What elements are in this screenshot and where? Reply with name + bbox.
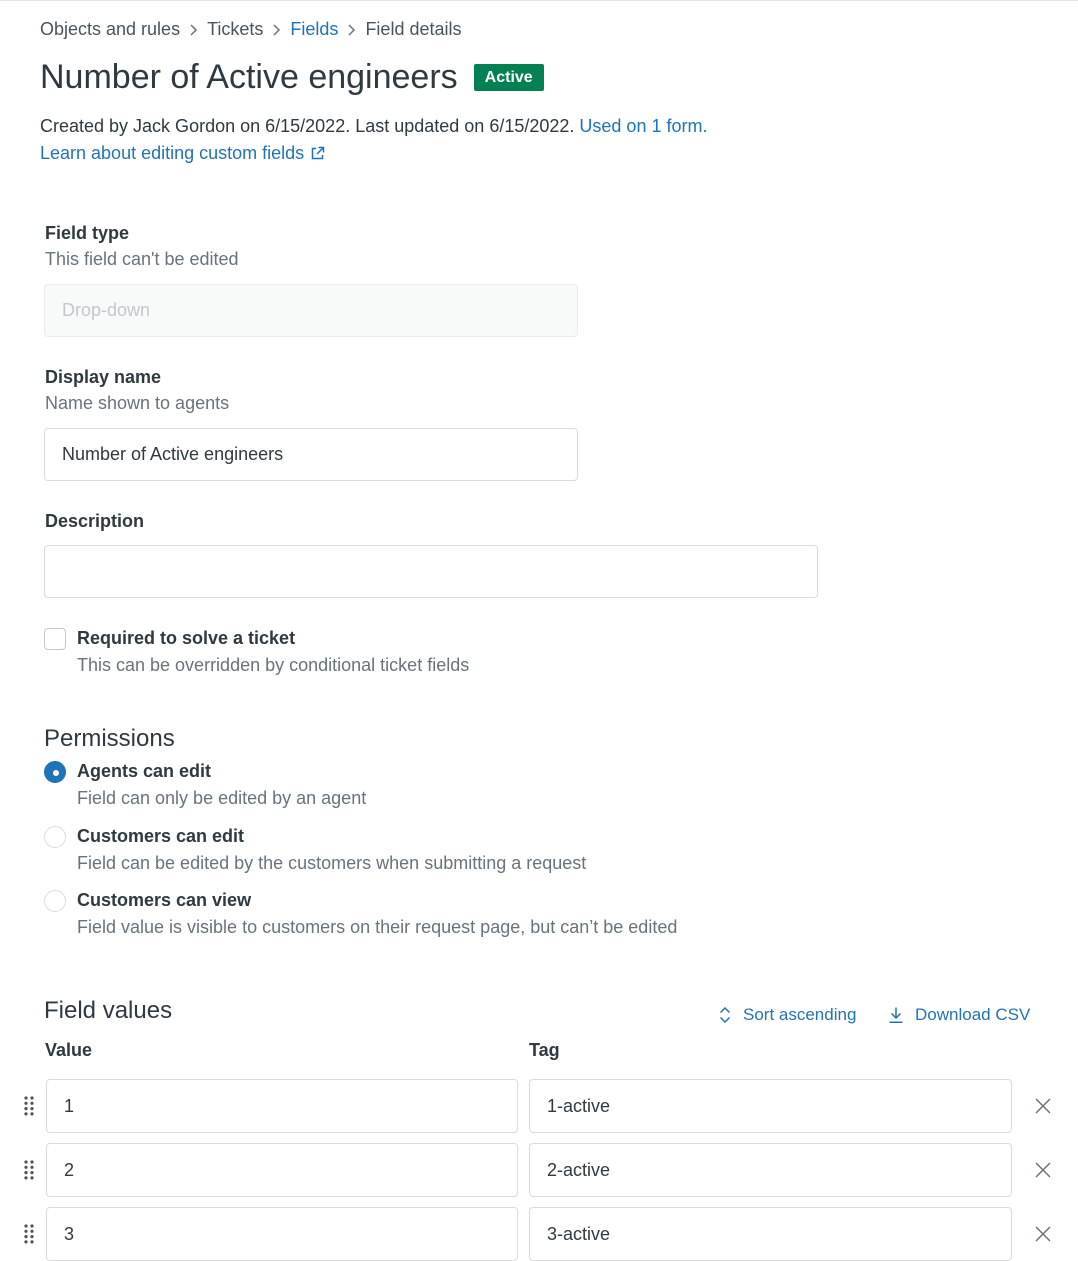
- download-csv-button[interactable]: [888, 1005, 1030, 1025]
- breadcrumb-objects-and-rules[interactable]: Objects and rules: [40, 19, 181, 39]
- field-meta: [40, 116, 707, 137]
- tag-input[interactable]: 1-active: [529, 1079, 1012, 1133]
- breadcrumb-field-details: Field details: [365, 19, 462, 39]
- learn-link[interactable]: [40, 143, 325, 164]
- used-on-forms-link[interactable]: Used on 1 form.: [579, 116, 708, 136]
- status-badge: Active: [474, 64, 544, 91]
- close-icon[interactable]: [1034, 1097, 1052, 1115]
- display-name-hint: Name shown to agents: [45, 393, 230, 413]
- field-value-row: [0, 1079, 1078, 1133]
- download-csv-label[interactable]: Download CSV: [915, 1005, 1031, 1024]
- breadcrumb-tickets[interactable]: Tickets: [207, 19, 264, 39]
- field-value-row: [0, 1143, 1078, 1197]
- customers-can-edit-hint: Field can be edited by the customers when submitting a request: [77, 853, 587, 873]
- drag-handle-icon[interactable]: [23, 1223, 35, 1245]
- sort-icon: [718, 1006, 732, 1024]
- chevron-right-icon: [180, 23, 207, 37]
- description-label: Description: [45, 511, 145, 531]
- radio-customers-can-edit[interactable]: [44, 826, 66, 848]
- required-hint: This can be overridden by conditional ticket fields: [77, 655, 470, 675]
- sort-ascending-label[interactable]: Sort ascending: [743, 1005, 857, 1024]
- field-type-input: Drop-down: [44, 284, 578, 337]
- close-icon[interactable]: [1034, 1161, 1052, 1179]
- tag-input[interactable]: 2-active: [529, 1143, 1012, 1197]
- customers-can-view-label[interactable]: Customers can view: [77, 890, 252, 910]
- external-link-icon: [310, 146, 325, 161]
- required-checkbox[interactable]: [44, 628, 66, 650]
- meta-text: Created by Jack Gordon on 6/15/2022. Last updated on 6/15/2022.: [40, 116, 580, 136]
- download-icon: [888, 1006, 904, 1024]
- drag-handle-icon[interactable]: [23, 1095, 35, 1117]
- radio-customers-can-view[interactable]: [44, 890, 66, 912]
- breadcrumb-fields[interactable]: Fields: [290, 19, 339, 39]
- chevron-right-icon: [338, 23, 365, 37]
- chevron-right-icon: [263, 23, 290, 37]
- customers-can-edit-label[interactable]: Customers can edit: [77, 826, 245, 846]
- required-label[interactable]: Required to solve a ticket: [77, 628, 296, 648]
- title-row: [40, 58, 544, 96]
- field-values-title: Field values: [44, 997, 173, 1024]
- agents-can-edit-hint: Field can only be edited by an agent: [77, 788, 367, 808]
- value-input[interactable]: 2: [46, 1143, 518, 1197]
- value-input[interactable]: 3: [46, 1207, 518, 1261]
- sort-ascending-button[interactable]: [718, 1005, 856, 1025]
- tag-input[interactable]: 3-active: [529, 1207, 1012, 1261]
- description-input[interactable]: [44, 545, 818, 598]
- breadcrumb: [40, 19, 461, 40]
- radio-agents-can-edit[interactable]: [44, 761, 66, 783]
- learn-link-label[interactable]: Learn about editing custom fields: [40, 143, 305, 163]
- close-icon[interactable]: [1034, 1225, 1052, 1243]
- page-title: Number of Active engineers: [40, 58, 458, 96]
- top-divider: [0, 0, 1078, 1]
- display-name-label: Display name: [45, 367, 162, 387]
- field-type-label: Field type: [45, 223, 130, 243]
- value-input[interactable]: 1: [46, 1079, 518, 1133]
- field-type-hint: This field can't be edited: [45, 249, 239, 269]
- display-name-input[interactable]: Number of Active engineers: [44, 428, 578, 481]
- permissions-title: Permissions: [44, 725, 175, 752]
- tag-column-header: Tag: [529, 1040, 560, 1060]
- field-value-row: [0, 1207, 1078, 1261]
- value-column-header: Value: [45, 1040, 93, 1060]
- customers-can-view-hint: Field value is visible to customers on their request page, but can’t be edited: [77, 917, 678, 937]
- drag-handle-icon[interactable]: [23, 1159, 35, 1181]
- agents-can-edit-label[interactable]: Agents can edit: [77, 761, 212, 781]
